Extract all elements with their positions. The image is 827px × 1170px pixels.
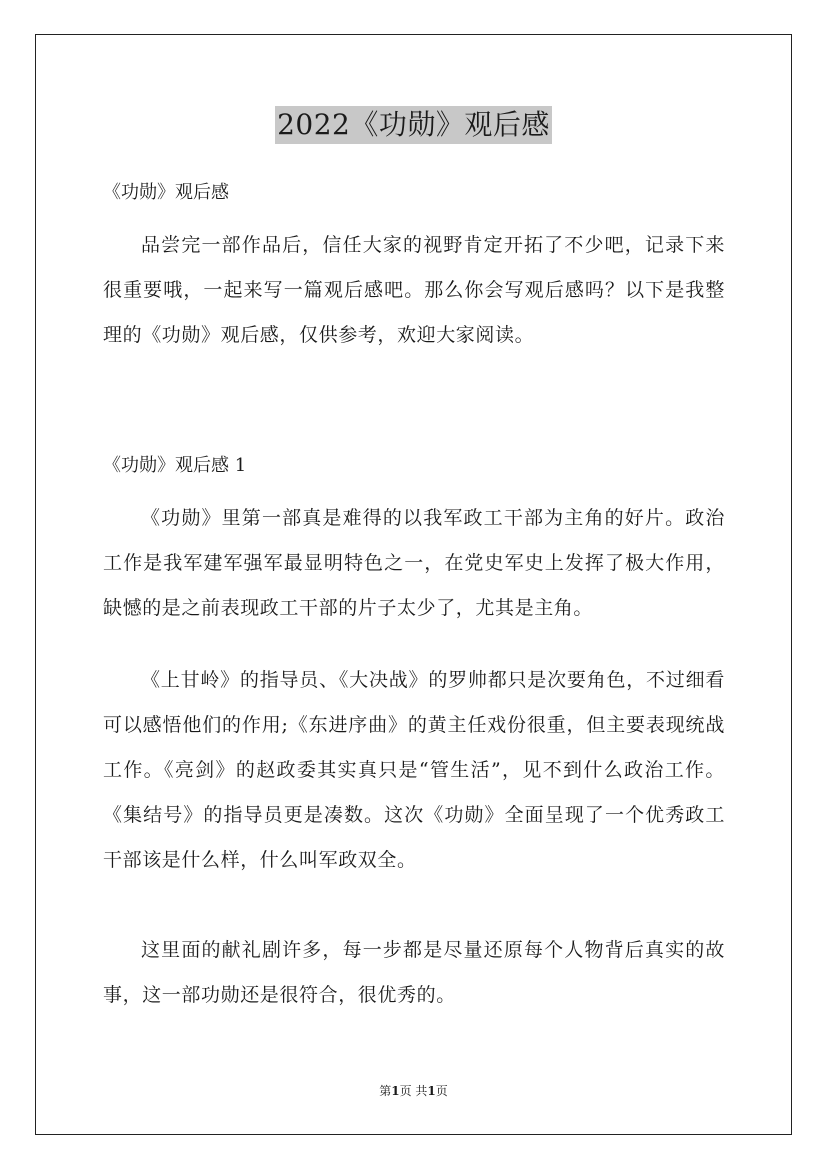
body-paragraph: 《功勋》里第一部真是难得的以我军政工干部为主角的好片。政治工作是我军建军强军最显明特色之一，在党史军史上发挥了极大作用，缺憾的是之前表现政工干部的片子太少了，尤其是主角。 <box>103 507 725 619</box>
body-paragraph: 这里面的献礼剧许多，每一步都是尽量还原每个人物背后真实的故事，这一部功勋还是很符合，很优秀的。 <box>103 939 725 1006</box>
footer-total-pages: 1 <box>427 1084 436 1098</box>
document-title: 2022《功勋》观后感 <box>0 104 827 144</box>
document-subtitle: 《功勋》观后感 <box>103 182 229 203</box>
footer-page-suffix: 页 <box>435 1084 448 1098</box>
footer-page-mid: 页 共 <box>399 1084 428 1098</box>
footer-page-number: 1 <box>391 1084 400 1098</box>
page-footer <box>0 1082 827 1100</box>
footer-page-prefix: 第 <box>379 1084 392 1098</box>
section-heading: 《功勋》观后感 1 <box>103 455 247 476</box>
intro-paragraph: 品尝完一部作品后，信任大家的视野肯定开拓了不少吧，记录下来很重要哦，一起来写一篇观后感吧。那么你会写观后感吗？以下是我整理的《功勋》观后感，仅供参考，欢迎大家阅读。 <box>103 234 725 346</box>
body-paragraph: 《上甘岭》的指导员、《大决战》的罗帅都只是次要角色，不过细看可以感悟他们的作用;《东进序曲》的黄主任戏份很重，但主要表现统战工作。《亮剑》的赵政委其实真只是“管生活”，见不到什么政治工作。《集结号》的指导员更是凑数。这次《功勋》全面呈现了一个优秀政工干部该是什么样，什么叫军政双全。 <box>103 669 725 871</box>
